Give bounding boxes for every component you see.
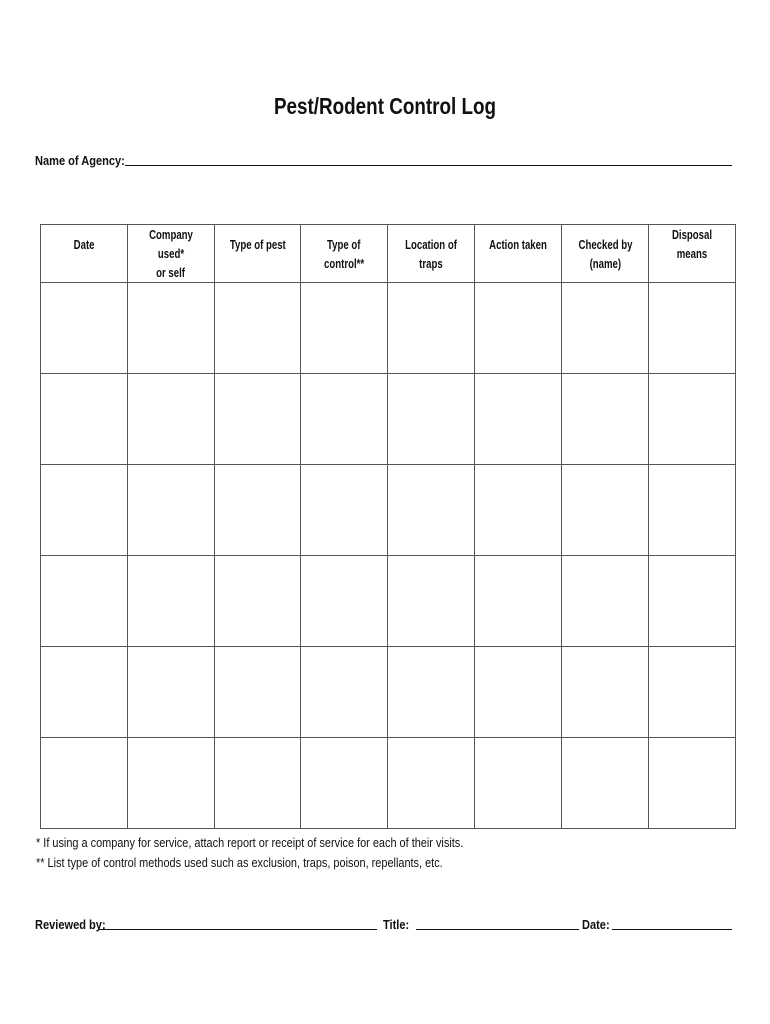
title-field[interactable] [416,929,579,930]
cell-checked-by[interactable] [562,738,649,829]
table-row [41,283,736,374]
cell-type-of-control[interactable] [301,465,388,556]
cell-action-taken[interactable] [475,647,562,738]
cell-location-of-traps[interactable] [388,738,475,829]
cell-date[interactable] [41,374,128,465]
cell-disposal-means[interactable] [649,647,736,738]
cell-action-taken[interactable] [475,283,562,374]
agency-label: Name of Agency: [35,153,125,168]
header-date: Date [41,225,128,283]
page-title: Pest/Rodent Control Log [273,93,497,119]
header-type-of-pest: Type of pest [215,225,301,283]
cell-type-of-control[interactable] [301,738,388,829]
cell-type-of-pest[interactable] [215,374,301,465]
title-label: Title: [383,917,410,932]
footnotes [36,833,545,873]
cell-company-used[interactable] [128,283,215,374]
table-body [41,283,736,829]
cell-checked-by[interactable] [562,283,649,374]
cell-location-of-traps[interactable] [388,465,475,556]
table-row [41,738,736,829]
cell-disposal-means[interactable] [649,465,736,556]
table-row [41,647,736,738]
cell-type-of-pest[interactable] [215,283,301,374]
cell-company-used[interactable] [128,374,215,465]
date-field[interactable] [612,929,732,930]
table-row [41,465,736,556]
cell-type-of-pest[interactable] [215,647,301,738]
cell-company-used[interactable] [128,556,215,647]
table-row [41,374,736,465]
header-checked-by: Checked by (name) [562,225,649,283]
header-company-used: Company used* or self [128,225,215,283]
cell-action-taken[interactable] [475,556,562,647]
cell-location-of-traps[interactable] [388,647,475,738]
table-header-row [41,225,736,283]
cell-date[interactable] [41,283,128,374]
control-log-table [40,224,736,829]
signature-row [35,912,732,932]
cell-disposal-means[interactable] [649,283,736,374]
reviewed-by-label: Reviewed by: [35,917,106,932]
header-location-of-traps: Location of traps [388,225,475,283]
cell-type-of-control[interactable] [301,283,388,374]
cell-type-of-control[interactable] [301,556,388,647]
table-row [41,556,736,647]
cell-location-of-traps[interactable] [388,374,475,465]
cell-date[interactable] [41,465,128,556]
cell-type-of-pest[interactable] [215,465,301,556]
header-disposal-means: Disposal means [649,225,736,283]
cell-disposal-means[interactable] [649,374,736,465]
cell-type-of-control[interactable] [301,374,388,465]
agency-name-field[interactable] [125,165,732,166]
cell-company-used[interactable] [128,647,215,738]
header-type-of-control: Type of control** [301,225,388,283]
footnote-company: * If using a company for service, attach report or receipt of service for each of their visits. [36,835,464,850]
cell-checked-by[interactable] [562,647,649,738]
cell-disposal-means[interactable] [649,738,736,829]
cell-type-of-control[interactable] [301,647,388,738]
agency-row [35,148,732,168]
cell-action-taken[interactable] [475,465,562,556]
header-action-taken: Action taken [475,225,562,283]
cell-company-used[interactable] [128,465,215,556]
cell-date[interactable] [41,647,128,738]
cell-checked-by[interactable] [562,374,649,465]
cell-disposal-means[interactable] [649,556,736,647]
cell-action-taken[interactable] [475,738,562,829]
cell-type-of-pest[interactable] [215,556,301,647]
cell-action-taken[interactable] [475,374,562,465]
cell-date[interactable] [41,738,128,829]
cell-date[interactable] [41,556,128,647]
footnote-control-methods: ** List type of control methods used such as exclusion, traps, poison, repellants, etc. [36,855,443,870]
date-label: Date: [581,917,610,932]
cell-checked-by[interactable] [562,556,649,647]
reviewed-by-field[interactable] [98,929,377,930]
cell-checked-by[interactable] [562,465,649,556]
cell-company-used[interactable] [128,738,215,829]
cell-location-of-traps[interactable] [388,283,475,374]
cell-location-of-traps[interactable] [388,556,475,647]
cell-type-of-pest[interactable] [215,738,301,829]
